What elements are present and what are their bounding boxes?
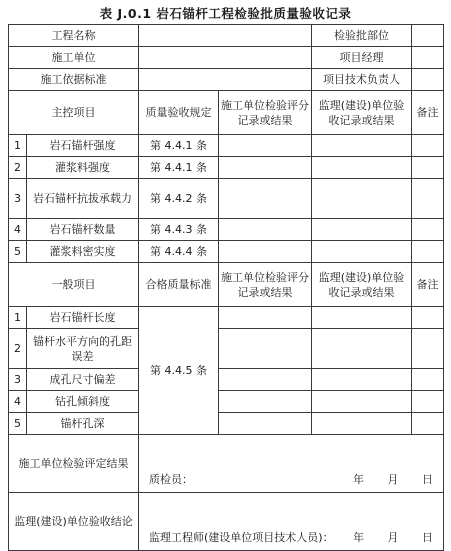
inspection-record-table	[8, 24, 444, 551]
remarks-cell[interactable]	[412, 329, 444, 369]
main-control-requirement-heading: 质量验收规定	[139, 91, 219, 135]
supervision-cell[interactable]	[312, 413, 412, 435]
remarks-cell[interactable]	[412, 219, 444, 241]
general-requirement-heading: 合格质量标准	[139, 263, 219, 307]
supervision-conclusion-row	[9, 493, 444, 551]
general-row	[9, 369, 444, 391]
main-control-row	[9, 135, 444, 157]
construction-check-cell[interactable]	[219, 241, 312, 263]
date-year: 年	[353, 531, 364, 544]
construction-check-cell[interactable]	[219, 157, 312, 179]
main-control-row	[9, 219, 444, 241]
item-number: 1	[9, 135, 27, 157]
general-row	[9, 307, 444, 329]
header-row-project	[9, 25, 444, 47]
project-name-value[interactable]	[139, 25, 312, 47]
item-number: 2	[9, 329, 27, 369]
project-name-label: 工程名称	[9, 25, 139, 47]
signature-date	[343, 472, 433, 487]
general-construction-check-heading: 施工单位检验评分记录或结果	[219, 263, 312, 307]
main-control-row	[9, 241, 444, 263]
item-name: 岩石锚杆数量	[27, 219, 139, 241]
item-number: 4	[9, 391, 27, 413]
main-control-row	[9, 157, 444, 179]
supervision-cell[interactable]	[312, 135, 412, 157]
date-day: 日	[422, 531, 433, 544]
item-name: 岩石锚杆强度	[27, 135, 139, 157]
supervision-signature-area[interactable]	[139, 493, 444, 551]
construction-unit-value[interactable]	[139, 47, 312, 69]
item-rule: 第 4.4.3 条	[139, 219, 219, 241]
supervisor-label: 监理工程师(建设单位项目技术人员)：	[149, 531, 334, 544]
construction-check-cell[interactable]	[219, 219, 312, 241]
item-number: 3	[9, 369, 27, 391]
item-number: 5	[9, 241, 27, 263]
general-row	[9, 329, 444, 369]
supervision-conclusion-label: 监理(建设)单位验收结论	[9, 493, 139, 551]
item-name: 成孔尺寸偏差	[27, 369, 139, 391]
construction-check-cell[interactable]	[219, 369, 312, 391]
signature-date	[343, 530, 433, 545]
item-rule: 第 4.4.1 条	[139, 157, 219, 179]
general-row	[9, 413, 444, 435]
date-month: 月	[387, 473, 399, 486]
construction-result-label: 施工单位检验评定结果	[9, 435, 139, 493]
tech-lead-value[interactable]	[412, 69, 444, 91]
date-day: 日	[422, 473, 433, 486]
remarks-cell[interactable]	[412, 241, 444, 263]
item-number: 4	[9, 219, 27, 241]
date-month: 月	[387, 531, 399, 544]
item-name: 钻孔倾斜度	[27, 391, 139, 413]
remarks-cell[interactable]	[412, 179, 444, 219]
item-rule: 第 4.4.1 条	[139, 135, 219, 157]
construction-unit-label: 施工单位	[9, 47, 139, 69]
main-control-remarks-heading: 备注	[412, 91, 444, 135]
main-control-heading: 主控项目	[9, 91, 139, 135]
supervision-cell[interactable]	[312, 391, 412, 413]
item-name: 岩石锚杆长度	[27, 307, 139, 329]
supervision-cell[interactable]	[312, 369, 412, 391]
item-number: 2	[9, 157, 27, 179]
item-name: 灌浆料密实度	[27, 241, 139, 263]
item-name: 锚杆水平方向的孔距误差	[27, 329, 139, 369]
remarks-cell[interactable]	[412, 307, 444, 329]
item-name: 锚杆孔深	[27, 413, 139, 435]
supervision-cell[interactable]	[312, 219, 412, 241]
general-row	[9, 391, 444, 413]
header-row-standard	[9, 69, 444, 91]
remarks-cell[interactable]	[412, 157, 444, 179]
standard-label: 施工依据标准	[9, 69, 139, 91]
standard-value[interactable]	[139, 69, 312, 91]
general-heading-row	[9, 263, 444, 307]
main-control-construction-check-heading: 施工单位检验评分记录或结果	[219, 91, 312, 135]
main-control-supervision-heading: 监理(建设)单位验收记录或结果	[312, 91, 412, 135]
construction-check-cell[interactable]	[219, 413, 312, 435]
remarks-cell[interactable]	[412, 369, 444, 391]
form-title: 表 J.0.1 岩石锚杆工程检验批质量验收记录	[99, 6, 352, 21]
construction-result-signature-area[interactable]	[139, 435, 444, 493]
supervision-cell[interactable]	[312, 329, 412, 369]
remarks-cell[interactable]	[412, 391, 444, 413]
header-row-unit	[9, 47, 444, 69]
inspector-label: 质检员：	[149, 473, 193, 486]
supervision-cell[interactable]	[312, 157, 412, 179]
project-manager-value[interactable]	[412, 47, 444, 69]
construction-check-cell[interactable]	[219, 307, 312, 329]
inspection-part-label: 检验批部位	[312, 25, 412, 47]
item-name: 岩石锚杆抗拔承载力	[27, 179, 139, 219]
main-control-heading-row	[9, 91, 444, 135]
general-heading: 一般项目	[9, 263, 139, 307]
construction-result-row	[9, 435, 444, 493]
item-number: 3	[9, 179, 27, 219]
main-control-row	[9, 179, 444, 219]
construction-check-cell[interactable]	[219, 135, 312, 157]
item-rule: 第 4.4.4 条	[139, 241, 219, 263]
item-rule: 第 4.4.2 条	[139, 179, 219, 219]
item-number: 1	[9, 307, 27, 329]
general-remarks-heading: 备注	[412, 263, 444, 307]
item-name: 灌浆料强度	[27, 157, 139, 179]
tech-lead-label: 项目技术负责人	[312, 69, 412, 91]
item-number: 5	[9, 413, 27, 435]
general-shared-rule: 第 4.4.5 条	[139, 307, 219, 435]
remarks-cell[interactable]	[412, 135, 444, 157]
inspection-part-value[interactable]	[412, 25, 444, 47]
supervision-cell[interactable]	[312, 307, 412, 329]
remarks-cell[interactable]	[412, 413, 444, 435]
construction-check-cell[interactable]	[219, 329, 312, 369]
construction-check-cell[interactable]	[219, 179, 312, 219]
date-year: 年	[353, 473, 364, 486]
general-supervision-heading: 监理(建设)单位验收记录或结果	[312, 263, 412, 307]
project-manager-label: 项目经理	[312, 47, 412, 69]
construction-check-cell[interactable]	[219, 391, 312, 413]
supervision-cell[interactable]	[312, 241, 412, 263]
supervision-cell[interactable]	[312, 179, 412, 219]
